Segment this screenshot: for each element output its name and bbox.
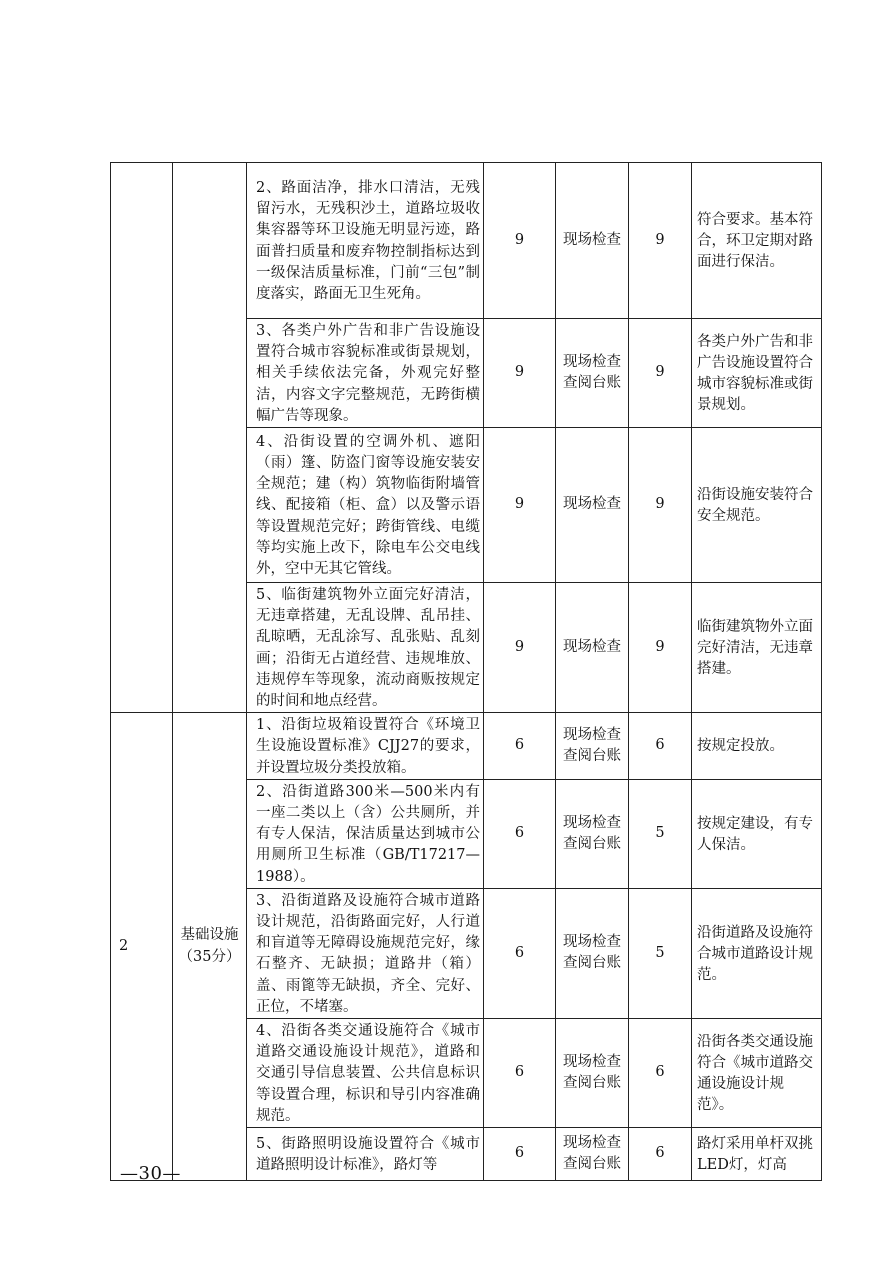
- criteria-cell: 3、沿街道路及设施符合城市道路设计规范，沿街路面完好，人行道和盲道等无障碍设施规范完好，缘石整齐、无缺损；道路井（箱）盖、雨篦等无缺损，齐全、完好、正位，不堵塞。: [247, 888, 484, 1018]
- full-score-cell: 6: [484, 888, 556, 1018]
- score-obtained-cell: 5: [629, 888, 692, 1018]
- score-obtained-cell: 5: [629, 779, 692, 888]
- criteria-cell: 2、沿街道路300米—500米内有一座二类以上（含）公共厕所，并有专人保洁，保洁质量达到城市公用厕所卫生标准（GB/T17217—1988）。: [247, 779, 484, 888]
- category-cell-continued: [173, 163, 247, 713]
- table-row: [111, 713, 822, 780]
- check-method-cell: 现场检查查阅台账: [556, 319, 629, 428]
- check-method-cell: 现场检查查阅台账: [556, 1128, 629, 1181]
- full-score-cell: 6: [484, 1128, 556, 1181]
- criteria-cell: 2、路面洁净，排水口清洁，无残留污水，无残积沙土，道路垃圾收集容器等环卫设施无明显污迹，路面普扫质量和废弃物控制指标达到一级保洁质量标准，门前“三包”制度落实，路面无卫生死角。: [247, 163, 484, 319]
- score-obtained-cell: 6: [629, 1019, 692, 1128]
- criteria-cell: 4、沿街设置的空调外机、遮阳（雨）篷、防盗门窗等设施安装安全规范；建（构）筑物临街附墙管线、配接箱（柜、盒）以及警示语等设置规范完好；跨街管线、电缆等均实施上改下，除电车公交电线外，空中无其它管线。: [247, 428, 484, 583]
- full-score-cell: 9: [484, 428, 556, 583]
- check-method-cell: 现场检查: [556, 163, 629, 319]
- remark-cell: 各类户外广告和非广告设施设置符合城市容貌标准或街景规划。: [692, 319, 822, 428]
- full-score-cell: 9: [484, 163, 556, 319]
- remark-cell: 沿街道路及设施符合城市道路设计规范。: [692, 888, 822, 1018]
- remark-cell: 符合要求。基本符合，环卫定期对路面进行保洁。: [692, 163, 822, 319]
- criteria-cell: 5、临街建筑物外立面完好清洁，无违章搭建，无乱设牌、乱吊挂、乱晾晒，无乱涂写、乱张贴、乱刻画；沿街无占道经营、违规堆放、违规停车等现象，流动商贩按规定的时间和地点经营。: [247, 583, 484, 713]
- full-score-cell: 9: [484, 583, 556, 713]
- evaluation-table: [110, 162, 822, 1181]
- table-row: [111, 163, 822, 319]
- criteria-cell: 3、各类户外广告和非广告设施设置符合城市容貌标准或街景规划，相关手续依法完备，外观完好整洁，内容文字完整规范，无跨街横幅广告等现象。: [247, 319, 484, 428]
- score-obtained-cell: 9: [629, 583, 692, 713]
- check-method-cell: 现场检查查阅台账: [556, 888, 629, 1018]
- check-method-cell: 现场检查: [556, 428, 629, 583]
- remark-cell: 路灯采用单杆双挑LED灯，灯高: [692, 1128, 822, 1181]
- score-obtained-cell: 9: [629, 319, 692, 428]
- full-score-cell: 6: [484, 1019, 556, 1128]
- check-method-cell: 现场检查: [556, 583, 629, 713]
- page-number: —30—: [120, 1163, 181, 1184]
- full-score-cell: 6: [484, 713, 556, 780]
- full-score-cell: 9: [484, 319, 556, 428]
- check-method-cell: 现场检查查阅台账: [556, 1019, 629, 1128]
- score-obtained-cell: 6: [629, 1128, 692, 1181]
- full-score-cell: 6: [484, 779, 556, 888]
- check-method-cell: 现场检查查阅台账: [556, 713, 629, 780]
- criteria-cell: 4、沿街各类交通设施符合《城市道路交通设施设计规范》，道路和交通引导信息装置、公共信息标识等设置合理，标识和导引内容准确规范。: [247, 1019, 484, 1128]
- criteria-cell: 1、沿街垃圾箱设置符合《环境卫生设施设置标准》CJJ27的要求，并设置垃圾分类投放箱。: [247, 713, 484, 780]
- score-obtained-cell: 6: [629, 713, 692, 780]
- check-method-cell: 现场检查查阅台账: [556, 779, 629, 888]
- score-obtained-cell: 9: [629, 163, 692, 319]
- group-index-cell: 2: [111, 713, 173, 1181]
- remark-cell: 按规定投放。: [692, 713, 822, 780]
- remark-cell: 沿街各类交通设施符合《城市道路交通设施设计规范》。: [692, 1019, 822, 1128]
- criteria-cell: 5、街路照明设施设置符合《城市道路照明设计标准》，路灯等: [247, 1128, 484, 1181]
- index-cell-continued: [111, 163, 173, 713]
- score-obtained-cell: 9: [629, 428, 692, 583]
- group-category-cell: 基础设施（35分）: [173, 713, 247, 1181]
- remark-cell: 临街建筑物外立面完好清洁，无违章搭建。: [692, 583, 822, 713]
- remark-cell: 沿街设施安装符合安全规范。: [692, 428, 822, 583]
- remark-cell: 按规定建设，有专人保洁。: [692, 779, 822, 888]
